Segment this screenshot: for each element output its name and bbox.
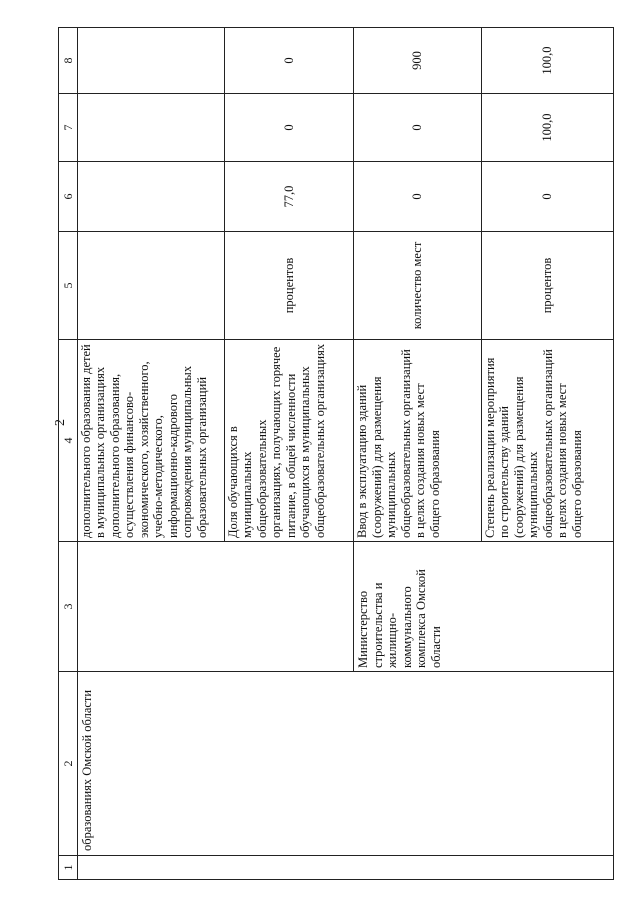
value-cell: 0 xyxy=(481,162,613,232)
indicator-cell: Доля обучающихся в муниципальных общеобразовательных организациях, получающих горячее питание, в общей численности обучающихся в муниципальных общеобразовательных организациях xyxy=(224,340,354,542)
indicators-table xyxy=(58,27,614,880)
unit-cell: процентов xyxy=(481,232,613,340)
value-cell: 900 xyxy=(354,28,482,94)
header-col-6: 6 xyxy=(59,162,78,232)
table-row xyxy=(77,28,224,880)
header-col-4: 4 xyxy=(59,340,78,542)
header-col-3: 3 xyxy=(59,542,78,672)
executor-cell xyxy=(77,542,354,672)
value-cell xyxy=(77,94,224,162)
value-cell: 0 xyxy=(224,94,354,162)
header-col-1: 1 xyxy=(59,856,78,880)
value-cell xyxy=(77,162,224,232)
indicator-cell: Ввод в эксплуатацию зданий (сооружений) для размещения муниципальных общеобразовательных организаций в целях создания новых мест общего образования xyxy=(354,340,482,542)
value-cell: 0 xyxy=(354,94,482,162)
indicator-cell: дополнительного образования детей в муниципальных организациях дополнительного образования, осуществления финансово-экономического, хозяйственного, учебно-методического, информационно-кадрового сопровождения муниципальных образовательных организаций xyxy=(77,340,224,542)
value-cell: 0 xyxy=(354,162,482,232)
page-number: 2 xyxy=(53,419,68,426)
header-row xyxy=(59,28,78,880)
value-cell: 100,0 xyxy=(481,94,613,162)
header-col-2: 2 xyxy=(59,672,78,856)
header-col-8: 8 xyxy=(59,28,78,94)
indicator-cell: Степень реализации мероприятия по строительству зданий (сооружений) для размещения муниципальных общеобразовательных организаций в целях создания новых мест общего образования xyxy=(481,340,613,542)
municipality-cell: образованиях Омской области xyxy=(77,672,613,856)
unit-cell: количество мест xyxy=(354,232,482,340)
executor-cell: Министерство строительства и жилищно-коммунального комплекса Омской области xyxy=(354,542,614,672)
value-cell: 0 xyxy=(224,28,354,94)
value-cell: 77,0 xyxy=(224,162,354,232)
row-number-cell xyxy=(77,856,613,880)
unit-cell xyxy=(77,232,224,340)
value-cell xyxy=(77,28,224,94)
header-col-7: 7 xyxy=(59,94,78,162)
rotated-table-wrapper xyxy=(58,28,614,880)
header-col-5: 5 xyxy=(59,232,78,340)
value-cell: 100,0 xyxy=(481,28,613,94)
unit-cell: процентов xyxy=(224,232,354,340)
